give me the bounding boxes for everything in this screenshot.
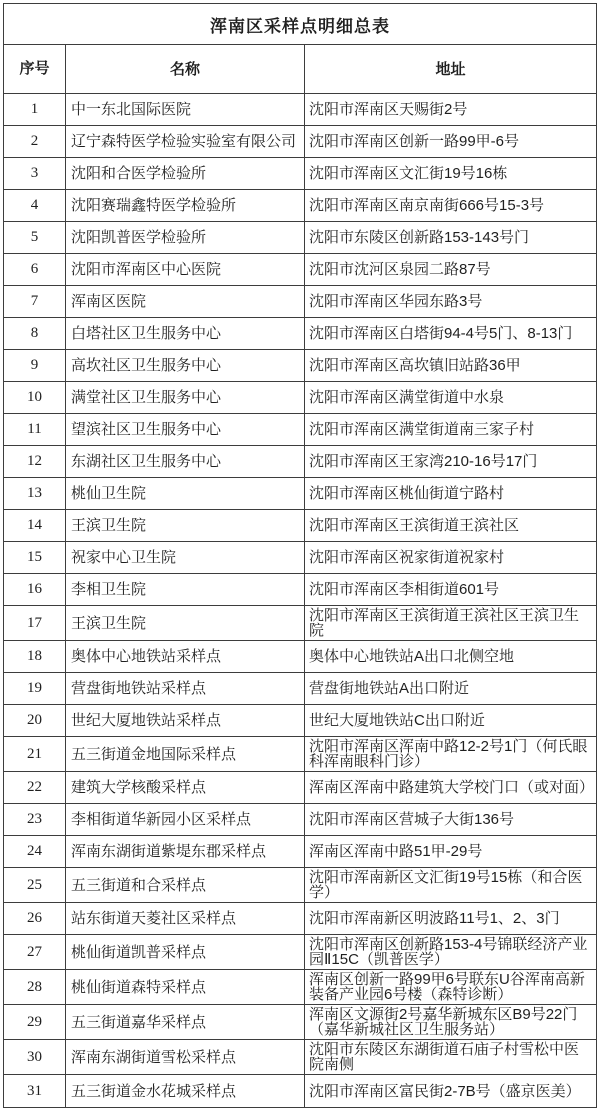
row-site-name: 浑南东湖街道雪松采样点	[66, 1040, 305, 1075]
row-site-address: 沈阳市东陵区东湖街道石庙子村雪松中医院南侧	[305, 1040, 596, 1075]
table-row	[4, 705, 596, 737]
row-site-name: 辽宁森特医学检验实验室有限公司	[66, 126, 305, 158]
row-site-address: 奥体中心地铁站A出口北侧空地	[305, 641, 596, 673]
table-row	[4, 903, 596, 935]
table-row	[4, 254, 596, 286]
row-number: 25	[4, 868, 66, 903]
table-row	[4, 510, 596, 542]
row-site-name: 王滨卫生院	[66, 510, 305, 542]
row-site-address: 沈阳市浑南区王滨街道王滨社区王滨卫生院	[305, 606, 596, 641]
row-site-name: 沈阳和合医学检验所	[66, 158, 305, 190]
row-site-address: 沈阳市浑南区高坎镇旧站路36甲	[305, 350, 596, 382]
row-site-name: 望滨社区卫生服务中心	[66, 414, 305, 446]
table-row	[4, 350, 596, 382]
row-site-address: 沈阳市浑南区创新一路99甲-6号	[305, 126, 596, 158]
table-row	[4, 286, 596, 318]
row-site-address: 浑南区浑南中路51甲-29号	[305, 836, 596, 868]
table-row	[4, 836, 596, 868]
row-site-name: 五三街道金水花城采样点	[66, 1075, 305, 1107]
row-site-name: 站东街道天菱社区采样点	[66, 903, 305, 935]
row-site-address: 浑南区浑南中路建筑大学校门口（或对面）	[305, 772, 596, 804]
row-number: 5	[4, 222, 66, 254]
row-number: 30	[4, 1040, 66, 1075]
row-site-address: 沈阳市浑南区满堂街道中水泉	[305, 382, 596, 414]
row-number: 23	[4, 804, 66, 836]
row-site-address: 沈阳市浑南区祝家街道祝家村	[305, 542, 596, 574]
table-row	[4, 1075, 596, 1107]
table-header-row	[4, 45, 596, 94]
row-site-name: 李相街道华新园小区采样点	[66, 804, 305, 836]
row-number: 31	[4, 1075, 66, 1107]
row-site-address: 沈阳市浑南区白塔街94-4号5门、8-13门	[305, 318, 596, 350]
table-row	[4, 737, 596, 772]
row-site-name: 白塔社区卫生服务中心	[66, 318, 305, 350]
table-row	[4, 478, 596, 510]
row-number: 19	[4, 673, 66, 705]
row-site-address: 世纪大厦地铁站C出口附近	[305, 705, 596, 737]
row-number: 13	[4, 478, 66, 510]
column-header-name: 名称	[66, 45, 305, 94]
table-row	[4, 542, 596, 574]
row-site-address: 沈阳市沈河区泉园二路87号	[305, 254, 596, 286]
row-number: 20	[4, 705, 66, 737]
table-row	[4, 641, 596, 673]
row-number: 29	[4, 1005, 66, 1040]
table-row	[4, 382, 596, 414]
row-number: 16	[4, 574, 66, 606]
row-site-name: 营盘街地铁站采样点	[66, 673, 305, 705]
row-number: 11	[4, 414, 66, 446]
row-number: 24	[4, 836, 66, 868]
table-row	[4, 1040, 596, 1075]
column-header-address: 地址	[305, 45, 596, 94]
row-number: 15	[4, 542, 66, 574]
table-row	[4, 414, 596, 446]
row-site-name: 东湖社区卫生服务中心	[66, 446, 305, 478]
table-row	[4, 158, 596, 190]
row-site-name: 祝家中心卫生院	[66, 542, 305, 574]
row-site-name: 李相卫生院	[66, 574, 305, 606]
table-row	[4, 868, 596, 903]
row-site-address: 浑南区创新一路99甲6号联东U谷浑南高新装备产业园6号楼（森特诊断）	[305, 970, 596, 1005]
row-site-name: 沈阳赛瑞鑫特医学检验所	[66, 190, 305, 222]
table-row	[4, 222, 596, 254]
row-number: 27	[4, 935, 66, 970]
row-site-name: 五三街道金地国际采样点	[66, 737, 305, 772]
row-number: 18	[4, 641, 66, 673]
row-site-name: 高坎社区卫生服务中心	[66, 350, 305, 382]
row-site-address: 沈阳市浑南区营城子大街136号	[305, 804, 596, 836]
row-number: 6	[4, 254, 66, 286]
column-header-no: 序号	[4, 45, 66, 94]
row-number: 21	[4, 737, 66, 772]
row-site-address: 营盘街地铁站A出口附近	[305, 673, 596, 705]
table-row	[4, 772, 596, 804]
row-site-name: 五三街道嘉华采样点	[66, 1005, 305, 1040]
table-row	[4, 935, 596, 970]
row-site-address: 浑南区文源街2号嘉华新城东区B9号22门（嘉华新城社区卫生服务站）	[305, 1005, 596, 1040]
row-site-name: 满堂社区卫生服务中心	[66, 382, 305, 414]
row-site-address: 沈阳市浑南区天赐街2号	[305, 94, 596, 126]
row-site-name: 世纪大厦地铁站采样点	[66, 705, 305, 737]
row-site-name: 浑南东湖街道紫堤东郡采样点	[66, 836, 305, 868]
row-site-address: 沈阳市浑南区南京南街666号15-3号	[305, 190, 596, 222]
sampling-points-table	[3, 3, 597, 1108]
row-number: 26	[4, 903, 66, 935]
row-site-name: 沈阳凯普医学检验所	[66, 222, 305, 254]
table-row	[4, 446, 596, 478]
row-number: 28	[4, 970, 66, 1005]
row-site-address: 沈阳市浑南区王滨街道王滨社区	[305, 510, 596, 542]
row-site-address: 沈阳市浑南区文汇街19号16栋	[305, 158, 596, 190]
table-row	[4, 1005, 596, 1040]
row-site-name: 桃仙街道森特采样点	[66, 970, 305, 1005]
table-row	[4, 190, 596, 222]
row-site-name: 桃仙卫生院	[66, 478, 305, 510]
row-number: 2	[4, 126, 66, 158]
row-site-name: 奥体中心地铁站采样点	[66, 641, 305, 673]
table-title: 浑南区采样点明细总表	[4, 4, 596, 45]
table-row	[4, 673, 596, 705]
row-site-name: 五三街道和合采样点	[66, 868, 305, 903]
row-site-name: 桃仙街道凯普采样点	[66, 935, 305, 970]
table-row	[4, 970, 596, 1005]
row-number: 3	[4, 158, 66, 190]
table-row	[4, 126, 596, 158]
row-number: 8	[4, 318, 66, 350]
table-row	[4, 804, 596, 836]
row-site-name: 浑南区医院	[66, 286, 305, 318]
table-row	[4, 606, 596, 641]
row-site-address: 沈阳市浑南区王家湾210-16号17门	[305, 446, 596, 478]
row-site-address: 沈阳市浑南新区文汇街19号15栋（和合医学）	[305, 868, 596, 903]
row-number: 17	[4, 606, 66, 641]
row-site-name: 王滨卫生院	[66, 606, 305, 641]
row-number: 12	[4, 446, 66, 478]
row-site-address: 沈阳市浑南新区明波路11号1、2、3门	[305, 903, 596, 935]
row-number: 9	[4, 350, 66, 382]
row-site-address: 沈阳市浑南区满堂街道南三家子村	[305, 414, 596, 446]
row-site-address: 沈阳市东陵区创新路153-143号门	[305, 222, 596, 254]
row-site-address: 沈阳市浑南区创新路153-4号锦联经济产业园Ⅱ15C（凯普医学）	[305, 935, 596, 970]
table-row	[4, 318, 596, 350]
row-site-address: 沈阳市浑南区浑南中路12-2号1门（何氏眼科浑南眼科门诊）	[305, 737, 596, 772]
table-row	[4, 574, 596, 606]
row-site-address: 沈阳市浑南区华园东路3号	[305, 286, 596, 318]
table-row	[4, 94, 596, 126]
row-number: 4	[4, 190, 66, 222]
row-site-name: 中一东北国际医院	[66, 94, 305, 126]
row-number: 22	[4, 772, 66, 804]
table-body	[4, 94, 596, 1107]
row-number: 1	[4, 94, 66, 126]
row-number: 14	[4, 510, 66, 542]
row-number: 10	[4, 382, 66, 414]
row-site-address: 沈阳市浑南区桃仙街道宁路村	[305, 478, 596, 510]
row-site-address: 沈阳市浑南区李相街道601号	[305, 574, 596, 606]
row-site-name: 建筑大学核酸采样点	[66, 772, 305, 804]
row-site-name: 沈阳市浑南区中心医院	[66, 254, 305, 286]
row-site-address: 沈阳市浑南区富民街2-7B号（盛京医美）	[309, 1082, 581, 1100]
row-number: 7	[4, 286, 66, 318]
